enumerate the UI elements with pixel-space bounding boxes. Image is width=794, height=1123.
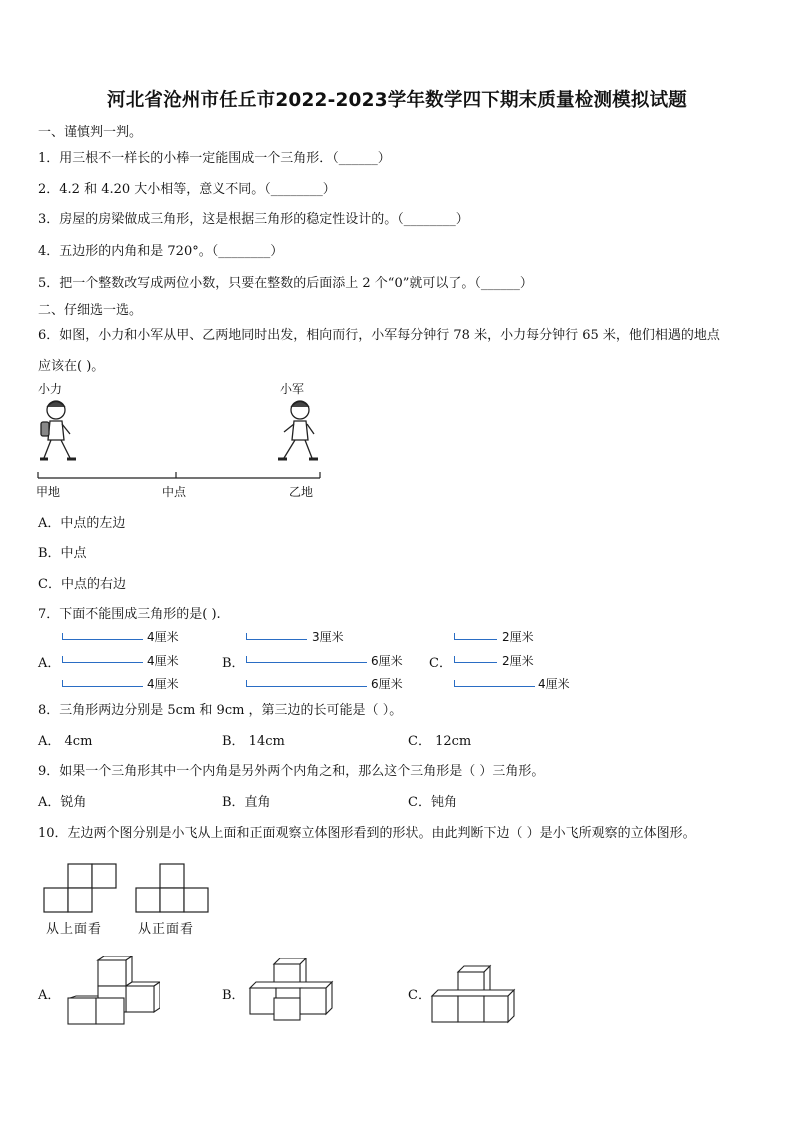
q7-c-segment-3 <box>454 680 535 687</box>
point-mid: 中点 <box>162 485 187 499</box>
q7-b-segment-3 <box>246 680 367 687</box>
page-title: 河北省沧州市任丘市2022-2023学年数学四下期末质量检测模拟试题 <box>107 90 687 111</box>
boy-walking-right-icon <box>40 401 76 459</box>
q10-text: 10．左边两个图分别是小飞从上面和正面观察立体图形看到的形状。由此判断下边（ ）是小飞所观察的立体图形。 <box>38 826 696 841</box>
q9-option-b[interactable]: B．直角 <box>222 795 271 810</box>
point-jia: 甲地 <box>36 485 61 499</box>
q10-option-c-solid[interactable] <box>430 964 518 1024</box>
q7-c-segment-2 <box>454 656 497 663</box>
q7-b-label-3: 6厘米 <box>371 677 403 691</box>
point-yi: 乙地 <box>289 485 314 499</box>
q7-a-label-3: 4厘米 <box>147 677 179 691</box>
q7-option-c-letter[interactable]: C． <box>429 656 452 671</box>
q7-a-segment-1 <box>62 633 143 640</box>
q7-a-segment-3 <box>62 680 143 687</box>
q10-option-b-solid[interactable] <box>248 958 334 1022</box>
judge-question-3: 3．房屋的房梁做成三角形，这是根据三角形的稳定性设计的。（________） <box>38 212 469 227</box>
judge-question-5: 5．把一个整数改写成两位小数，只要在整数的后面添上 2 个“0”就可以了。（______） <box>38 276 533 291</box>
q8-option-b[interactable]: B． 14cm <box>222 734 285 749</box>
q7-option-a-letter[interactable]: A． <box>38 656 61 671</box>
q6-text-line1: 6．如图，小力和小军从甲、乙两地同时出发，相向而行，小军每分钟行 78 米，小力每分钟行 65 米，他们相遇的地点 <box>38 328 720 343</box>
judge-question-1: 1．用三根不一样长的小棒一定能围成一个三角形．（______） <box>38 151 391 166</box>
q7-b-label-1: 3厘米 <box>312 630 344 644</box>
q10-option-a-letter[interactable]: A． <box>38 988 61 1003</box>
q10-front-view <box>134 863 214 915</box>
q7-c-label-2: 2厘米 <box>502 654 534 668</box>
q7-text: 7．下面不能围成三角形的是( ). <box>38 607 221 622</box>
q6-text-line2: 应该在( )。 <box>38 359 105 374</box>
q10-option-c-letter[interactable]: C． <box>408 988 431 1003</box>
q8-option-c[interactable]: C． 12cm <box>408 734 472 749</box>
judge-question-2: 2．4.2 和 4.20 大小相等，意义不同。（________） <box>38 182 336 197</box>
q7-option-b-letter[interactable]: B． <box>222 656 245 671</box>
section-heading-choice: 二、仔细选一选。 <box>38 303 143 318</box>
q7-b-segment-1 <box>246 633 307 640</box>
section-heading-judge: 一、谨慎判一判。 <box>38 125 143 140</box>
q6-option-c[interactable]: C．中点的右边 <box>38 577 126 592</box>
label-xiaoli: 小力 <box>38 382 63 396</box>
q10-top-view-label: 从上面看 <box>46 922 103 937</box>
q7-a-label-2: 4厘米 <box>147 654 179 668</box>
q6-option-a[interactable]: A．中点的左边 <box>38 516 126 531</box>
q6-option-b[interactable]: B．中点 <box>38 546 87 561</box>
boy-walking-left-icon <box>278 401 318 459</box>
q7-b-segment-2 <box>246 656 367 663</box>
q9-option-c[interactable]: C．钝角 <box>408 795 457 810</box>
q6-figure <box>30 396 330 486</box>
q7-a-segment-2 <box>62 656 143 663</box>
label-xiaojun: 小军 <box>280 382 305 396</box>
q9-text: 9．如果一个三角形其中一个内角是另外两个内角之和，那么这个三角形是（ ）三角形。 <box>38 764 545 779</box>
q7-c-label-3: 4厘米 <box>538 677 570 691</box>
q10-top-view <box>42 863 122 915</box>
q7-c-label-1: 2厘米 <box>502 630 534 644</box>
q10-option-a-solid[interactable] <box>64 956 160 1028</box>
q7-a-label-1: 4厘米 <box>147 630 179 644</box>
q7-c-segment-1 <box>454 633 497 640</box>
q8-option-a[interactable]: A． 4cm <box>38 734 93 749</box>
q9-option-a[interactable]: A．锐角 <box>38 795 87 810</box>
judge-question-4: 4．五边形的内角和是 720°。（________） <box>38 244 284 259</box>
q8-text: 8．三角形两边分别是 5cm 和 9cm ，第三边的长可能是（ ）。 <box>38 703 403 718</box>
q10-option-b-letter[interactable]: B． <box>222 988 245 1003</box>
q7-b-label-2: 6厘米 <box>371 654 403 668</box>
q10-front-view-label: 从正面看 <box>138 922 195 937</box>
